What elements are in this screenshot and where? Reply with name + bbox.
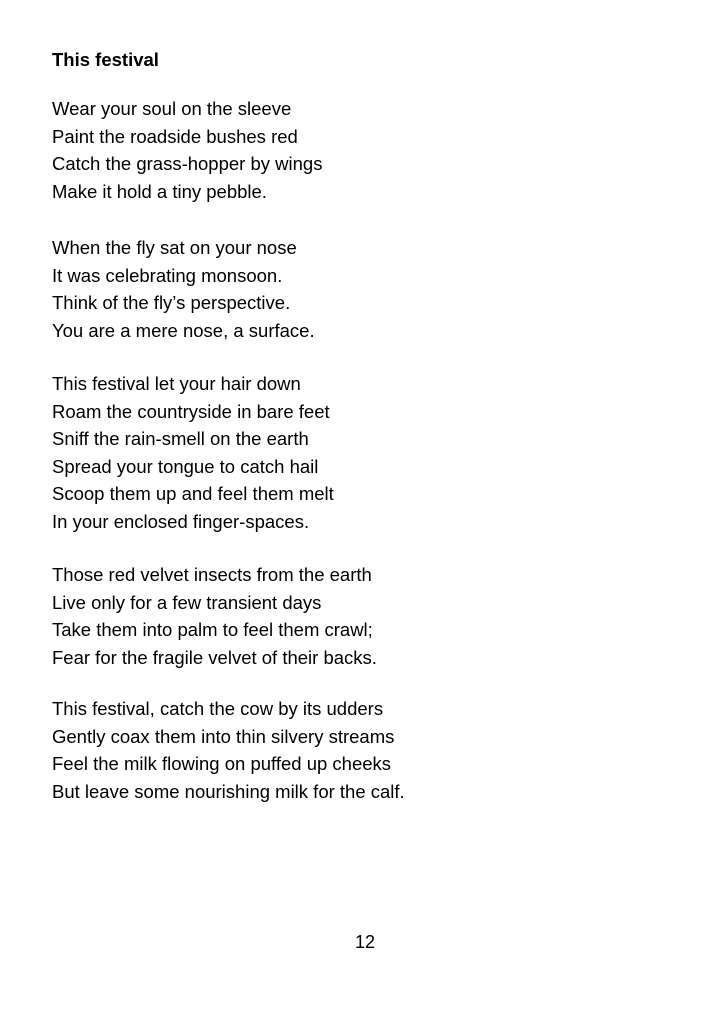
stanza-1 <box>52 95 322 205</box>
poem-line: Paint the roadside bushes red <box>52 125 298 147</box>
poem-title: This festival <box>52 49 159 70</box>
stanza-2 <box>52 234 315 344</box>
poem-line: Roam the countryside in bare feet <box>52 400 330 422</box>
poem-line: Catch the grass-hopper by wings <box>52 153 323 174</box>
poem-line: Think of the fly’s perspective. <box>52 292 291 313</box>
poem-line: Feel the milk flowing on puffed up cheeks <box>52 753 392 774</box>
poem-line: Sniff the rain-smell on the earth <box>52 428 309 449</box>
page-number: 12 <box>355 932 376 952</box>
poem-line: You are a mere nose, a surface. <box>52 319 315 341</box>
poem-line: Those red velvet insects from the earth <box>52 564 372 585</box>
poem-line: This festival, catch the cow by its udders <box>52 698 384 719</box>
poem-line: It was celebrating monsoon. <box>52 264 283 286</box>
poem-line: When the fly sat on your nose <box>52 237 297 258</box>
poem-line: Scoop them up and feel them melt <box>52 483 334 504</box>
stanza-4 <box>52 561 377 671</box>
poem-line: Gently coax them into thin silvery streams <box>52 725 395 747</box>
poem-line: This festival let your hair down <box>52 373 301 394</box>
poem-line: Fear for the fragile velvet of their backs. <box>52 646 377 668</box>
stanza-5 <box>52 695 405 805</box>
poem-line: Make it hold a tiny pebble. <box>52 180 267 202</box>
poem-line: But leave some nourishing milk for the calf. <box>52 780 405 802</box>
poem-line: Spread your tongue to catch hail <box>52 455 319 477</box>
stanza-3 <box>52 370 334 535</box>
poem-line: In your enclosed finger-spaces. <box>52 510 310 532</box>
poem-line: Take them into palm to feel them crawl; <box>52 619 373 640</box>
poem-line: Live only for a few transient days <box>52 591 322 613</box>
poem-line: Wear your soul on the sleeve <box>52 98 292 119</box>
